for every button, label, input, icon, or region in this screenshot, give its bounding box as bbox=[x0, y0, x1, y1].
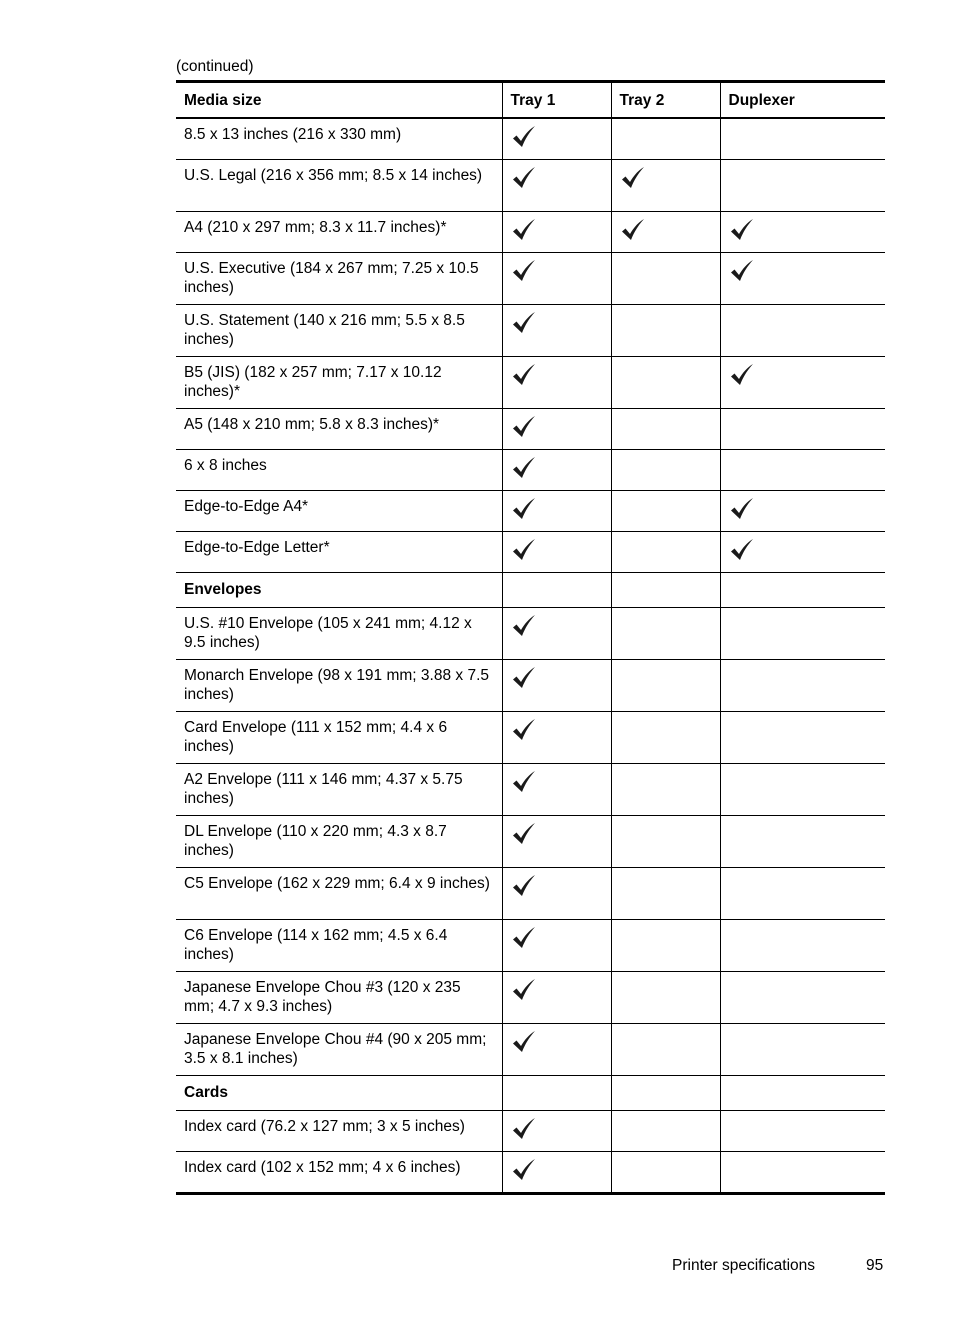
media-size-cell: 6 x 8 inches bbox=[176, 450, 502, 491]
duplexer-cell bbox=[720, 608, 885, 660]
duplexer-cell bbox=[720, 532, 885, 573]
checkmark-icon bbox=[620, 218, 646, 242]
media-size-cell: A2 Envelope (111 x 146 mm; 4.37 x 5.75 inches) bbox=[176, 764, 502, 816]
header-tray-2: Tray 2 bbox=[611, 82, 720, 119]
table-header-row bbox=[176, 82, 885, 119]
tray2-cell bbox=[611, 450, 720, 491]
duplexer-cell bbox=[720, 409, 885, 450]
page-number: 95 bbox=[866, 1257, 884, 1274]
tray2-cell bbox=[611, 1024, 720, 1076]
table-row bbox=[176, 764, 885, 816]
tray2-cell bbox=[611, 253, 720, 305]
table-row bbox=[176, 608, 885, 660]
checkmark-icon bbox=[620, 166, 646, 190]
tray2-cell bbox=[611, 764, 720, 816]
tray2-cell bbox=[611, 532, 720, 573]
tray2-cell bbox=[611, 573, 720, 608]
tray1-cell bbox=[502, 660, 611, 712]
checkmark-icon bbox=[511, 218, 537, 242]
duplexer-cell bbox=[720, 1152, 885, 1194]
checkmark-icon bbox=[511, 614, 537, 638]
media-size-cell: Monarch Envelope (98 x 191 mm; 3.88 x 7.5 inches) bbox=[176, 660, 502, 712]
table-body bbox=[176, 118, 885, 1194]
media-size-cell: Edge-to-Edge A4* bbox=[176, 491, 502, 532]
table-row bbox=[176, 409, 885, 450]
duplexer-cell bbox=[720, 920, 885, 972]
media-size-cell: C5 Envelope (162 x 229 mm; 6.4 x 9 inches) bbox=[176, 868, 502, 920]
tray2-cell bbox=[611, 868, 720, 920]
media-size-cell: C6 Envelope (114 x 162 mm; 4.5 x 6.4 inches) bbox=[176, 920, 502, 972]
tray1-cell bbox=[502, 409, 611, 450]
tray1-cell bbox=[502, 253, 611, 305]
media-size-cell: A5 (148 x 210 mm; 5.8 x 8.3 inches)* bbox=[176, 409, 502, 450]
duplexer-cell bbox=[720, 212, 885, 253]
tray1-cell bbox=[502, 1024, 611, 1076]
media-size-cell: 8.5 x 13 inches (216 x 330 mm) bbox=[176, 118, 502, 160]
table-row bbox=[176, 816, 885, 868]
checkmark-icon bbox=[729, 363, 755, 387]
tray1-cell bbox=[502, 764, 611, 816]
checkmark-icon bbox=[729, 218, 755, 242]
duplexer-cell bbox=[720, 118, 885, 160]
media-size-cell: Japanese Envelope Chou #3 (120 x 235 mm; 4.7 x 9.3 inches) bbox=[176, 972, 502, 1024]
duplexer-cell bbox=[720, 972, 885, 1024]
checkmark-icon bbox=[511, 363, 537, 387]
table-row bbox=[176, 660, 885, 712]
tray2-cell bbox=[611, 491, 720, 532]
duplexer-cell bbox=[720, 573, 885, 608]
section-heading: Envelopes bbox=[176, 573, 502, 608]
media-size-cell: Card Envelope (111 x 152 mm; 4.4 x 6 inches) bbox=[176, 712, 502, 764]
table-row bbox=[176, 532, 885, 573]
checkmark-icon bbox=[511, 1158, 537, 1182]
tray1-cell bbox=[502, 816, 611, 868]
tray1-cell bbox=[502, 450, 611, 491]
tray2-cell bbox=[611, 212, 720, 253]
duplexer-cell bbox=[720, 305, 885, 357]
table-row bbox=[176, 1152, 885, 1194]
checkmark-icon bbox=[511, 259, 537, 283]
tray2-cell bbox=[611, 409, 720, 450]
checkmark-icon bbox=[511, 1030, 537, 1054]
tray2-cell bbox=[611, 920, 720, 972]
checkmark-icon bbox=[511, 311, 537, 335]
tray1-cell bbox=[502, 118, 611, 160]
checkmark-icon bbox=[511, 415, 537, 439]
checkmark-icon bbox=[511, 125, 537, 149]
tray2-cell bbox=[611, 660, 720, 712]
section-row bbox=[176, 573, 885, 608]
table-row bbox=[176, 357, 885, 409]
tray2-cell bbox=[611, 712, 720, 764]
tray1-cell bbox=[502, 608, 611, 660]
tray2-cell bbox=[611, 1152, 720, 1194]
duplexer-cell bbox=[720, 253, 885, 305]
checkmark-icon bbox=[729, 259, 755, 283]
tray1-cell bbox=[502, 972, 611, 1024]
table-row bbox=[176, 1024, 885, 1076]
header-media-size: Media size bbox=[184, 91, 262, 109]
tray1-cell bbox=[502, 1076, 611, 1111]
footer-section-title: Printer specifications bbox=[672, 1257, 816, 1274]
table-row bbox=[176, 118, 885, 160]
tray1-cell bbox=[502, 573, 611, 608]
duplexer-cell bbox=[720, 357, 885, 409]
checkmark-icon bbox=[511, 538, 537, 562]
tray2-cell bbox=[611, 816, 720, 868]
checkmark-icon bbox=[511, 770, 537, 794]
duplexer-cell bbox=[720, 450, 885, 491]
table-row bbox=[176, 212, 885, 253]
tray1-cell bbox=[502, 1152, 611, 1194]
tray2-cell bbox=[611, 1076, 720, 1111]
duplexer-cell bbox=[720, 660, 885, 712]
tray1-cell bbox=[502, 160, 611, 212]
media-size-cell: U.S. #10 Envelope (105 x 241 mm; 4.12 x 9.5 inches) bbox=[176, 608, 502, 660]
media-size-cell: A4 (210 x 297 mm; 8.3 x 11.7 inches)* bbox=[176, 212, 502, 253]
duplexer-cell bbox=[720, 712, 885, 764]
tray1-cell bbox=[502, 712, 611, 764]
media-size-cell: DL Envelope (110 x 220 mm; 4.3 x 8.7 inches) bbox=[176, 816, 502, 868]
checkmark-icon bbox=[511, 456, 537, 480]
tray1-cell bbox=[502, 532, 611, 573]
checkmark-icon bbox=[511, 822, 537, 846]
table-row bbox=[176, 712, 885, 764]
header-duplexer: Duplexer bbox=[720, 82, 885, 119]
table-row bbox=[176, 1111, 885, 1152]
checkmark-icon bbox=[729, 497, 755, 521]
duplexer-cell bbox=[720, 764, 885, 816]
media-size-table bbox=[176, 80, 885, 1195]
checkmark-icon bbox=[511, 166, 537, 190]
tray2-cell bbox=[611, 160, 720, 212]
table-row bbox=[176, 305, 885, 357]
media-size-cell: B5 (JIS) (182 x 257 mm; 7.17 x 10.12 inches)* bbox=[176, 357, 502, 409]
table-row bbox=[176, 868, 885, 920]
tray2-cell bbox=[611, 972, 720, 1024]
media-size-cell: U.S. Legal (216 x 356 mm; 8.5 x 14 inches) bbox=[176, 160, 502, 212]
duplexer-cell bbox=[720, 1024, 885, 1076]
duplexer-cell bbox=[720, 868, 885, 920]
tray1-cell bbox=[502, 868, 611, 920]
tray2-cell bbox=[611, 118, 720, 160]
continued-label: (continued) bbox=[176, 58, 254, 75]
duplexer-cell bbox=[720, 1111, 885, 1152]
table-row bbox=[176, 491, 885, 532]
duplexer-cell bbox=[720, 491, 885, 532]
media-size-cell: Index card (102 x 152 mm; 4 x 6 inches) bbox=[176, 1152, 502, 1194]
checkmark-icon bbox=[511, 497, 537, 521]
checkmark-icon bbox=[511, 926, 537, 950]
header-tray-1: Tray 1 bbox=[502, 82, 611, 119]
tray2-cell bbox=[611, 1111, 720, 1152]
media-size-cell: U.S. Statement (140 x 216 mm; 5.5 x 8.5 inches) bbox=[176, 305, 502, 357]
checkmark-icon bbox=[511, 1117, 537, 1141]
checkmark-icon bbox=[511, 978, 537, 1002]
table-row bbox=[176, 450, 885, 491]
tray1-cell bbox=[502, 305, 611, 357]
tray1-cell bbox=[502, 1111, 611, 1152]
section-heading: Cards bbox=[176, 1076, 502, 1111]
tray2-cell bbox=[611, 357, 720, 409]
checkmark-icon bbox=[729, 538, 755, 562]
table-row bbox=[176, 972, 885, 1024]
table-row bbox=[176, 253, 885, 305]
tray1-cell bbox=[502, 920, 611, 972]
checkmark-icon bbox=[511, 718, 537, 742]
tray1-cell bbox=[502, 212, 611, 253]
tray2-cell bbox=[611, 608, 720, 660]
tray2-cell bbox=[611, 305, 720, 357]
duplexer-cell bbox=[720, 160, 885, 212]
checkmark-icon bbox=[511, 874, 537, 898]
duplexer-cell bbox=[720, 1076, 885, 1111]
tray1-cell bbox=[502, 491, 611, 532]
checkmark-icon bbox=[511, 666, 537, 690]
section-row bbox=[176, 1076, 885, 1111]
media-size-cell: Index card (76.2 x 127 mm; 3 x 5 inches) bbox=[176, 1111, 502, 1152]
media-size-cell: U.S. Executive (184 x 267 mm; 7.25 x 10.5 inches) bbox=[176, 253, 502, 305]
table-row bbox=[176, 920, 885, 972]
media-size-cell: Edge-to-Edge Letter* bbox=[176, 532, 502, 573]
media-size-cell: Japanese Envelope Chou #4 (90 x 205 mm; 3.5 x 8.1 inches) bbox=[176, 1024, 502, 1076]
table-row bbox=[176, 160, 885, 212]
duplexer-cell bbox=[720, 816, 885, 868]
tray1-cell bbox=[502, 357, 611, 409]
